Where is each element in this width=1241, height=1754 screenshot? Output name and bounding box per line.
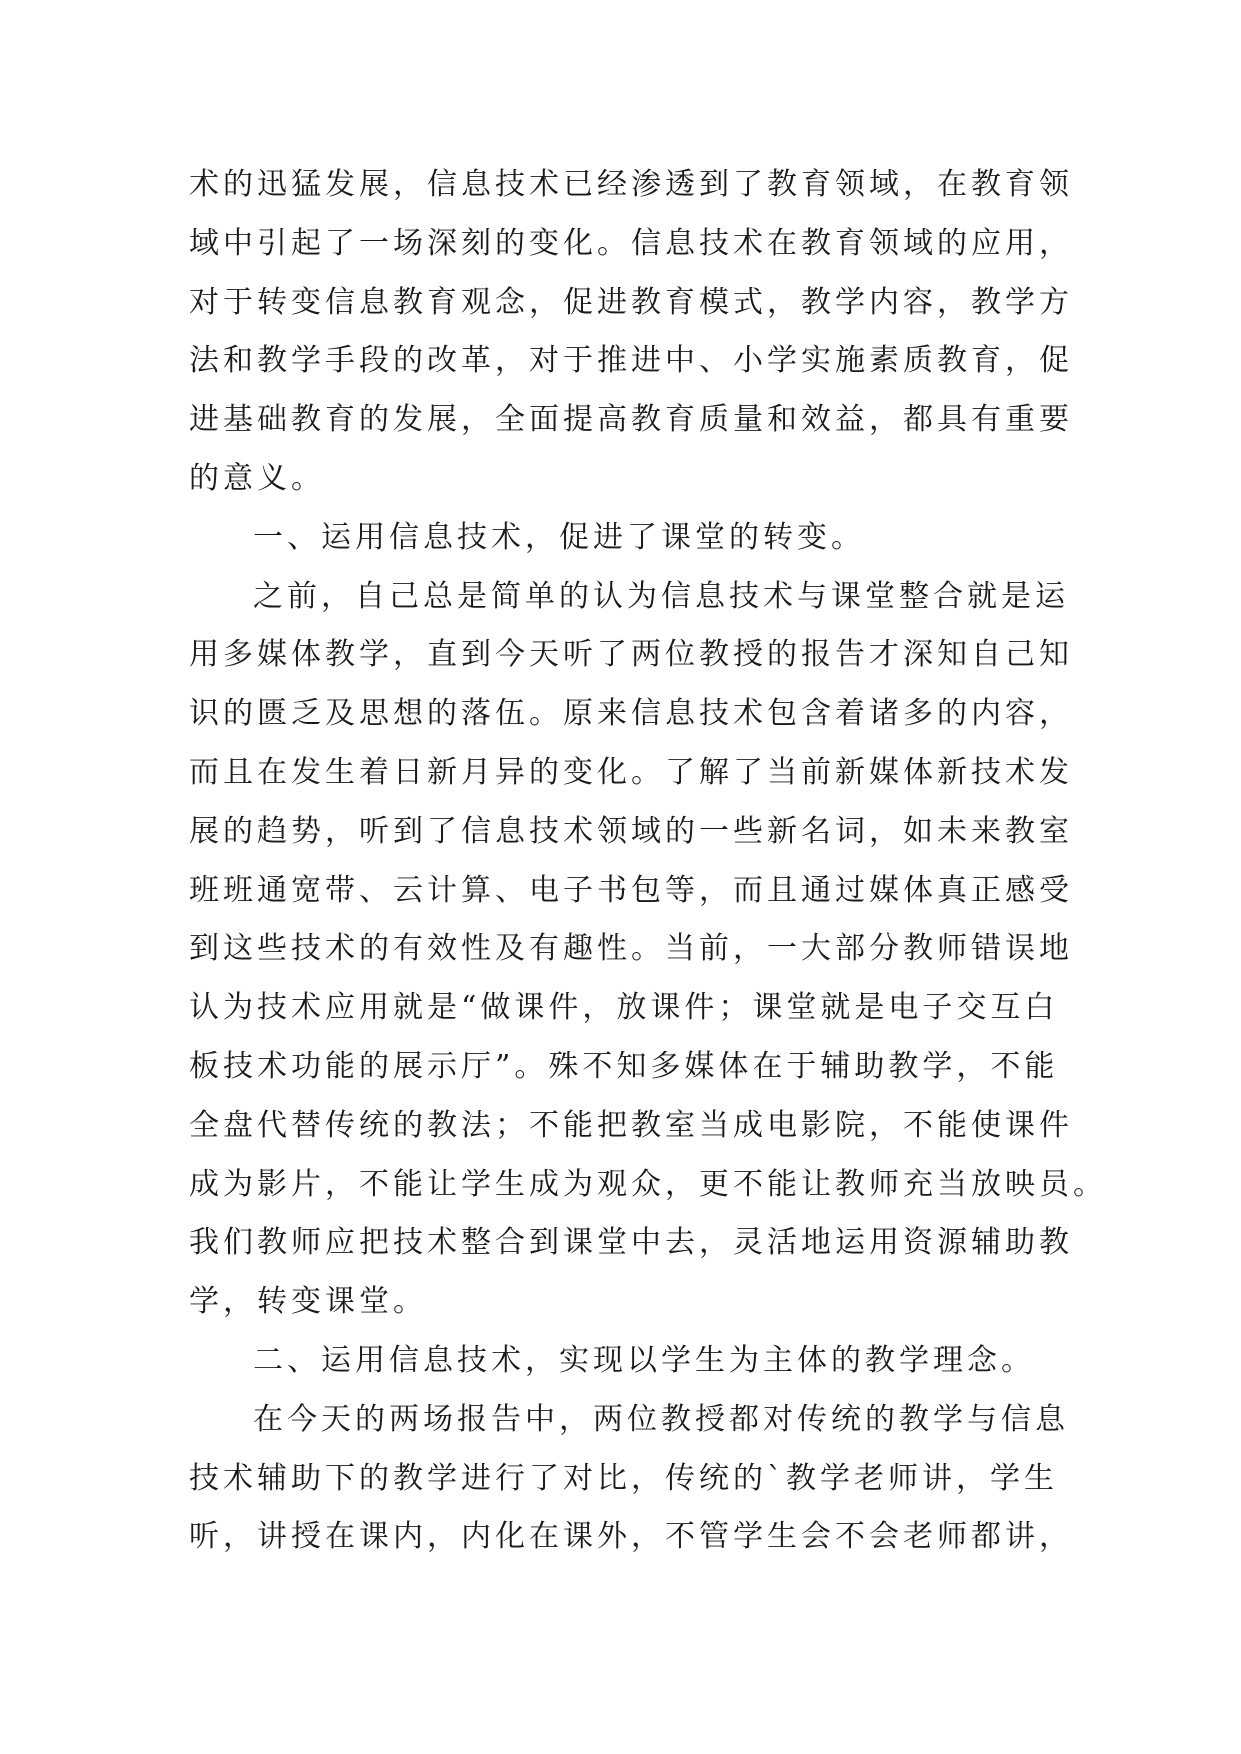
text-line: 到这些技术的有效性及有趣性。当前，一大部分教师错误地 [189, 931, 1073, 967]
section-heading-1: 一、运用信息技术，促进了课堂的转变。 [253, 519, 865, 555]
text-line: 域中引起了一场深刻的变化。信息技术在教育领域的应用， [189, 225, 1073, 261]
text-line: 法和教学手段的改革，对于推进中、小学实施素质教育，促 [189, 343, 1073, 379]
text-line: 的意义。 [189, 460, 325, 496]
text-line: 认为技术应用就是“做课件，放课件；课堂就是电子交互白 [189, 990, 1059, 1026]
body-text [189, 156, 1107, 1567]
text-line: 全盘代替传统的教法；不能把教室当成电影院，不能使课件 [189, 1107, 1073, 1143]
text-line: 术的迅猛发展，信息技术已经渗透到了教育领域，在教育领 [189, 167, 1073, 202]
text-line: 对于转变信息教育观念，促进教育模式，教学内容，教学方 [189, 284, 1073, 320]
text-line: 识的匮乏及思想的落伍。原来信息技术包含着诸多的内容， [189, 696, 1073, 732]
text-line: 听，讲授在课内，内化在课外，不管学生会不会老师都讲， [189, 1519, 1073, 1555]
text-line: 成为影片，不能让学生成为观众，更不能让教师充当放映员。 [189, 1166, 1107, 1202]
text-line: 用多媒体教学，直到今天听了两位教授的报告才深知自己知 [189, 637, 1073, 673]
text-line: 技术辅助下的教学进行了对比，传统的`教学老师讲，学生 [189, 1460, 1058, 1496]
text-line: 而且在发生着日新月异的变化。了解了当前新媒体新技术发 [189, 754, 1073, 790]
text-line: 进基础教育的发展，全面提高教育质量和效益，都具有重要 [189, 402, 1073, 438]
text-line: 我们教师应把技术整合到课堂中去，灵活地运用资源辅助教 [189, 1225, 1073, 1261]
text-line: 展的趋势，听到了信息技术领域的一些新名词，如未来教室 [189, 813, 1073, 849]
text-line: 板技术功能的展示厅”。殊不知多媒体在于辅助教学，不能 [189, 1048, 1059, 1084]
text-line: 班班通宽带、云计算、电子书包等，而且通过媒体真正感受 [189, 872, 1073, 908]
text-line: 学，转变课堂。 [189, 1284, 427, 1320]
paragraph-start: 在今天的两场报告中，两位教授都对传统的教学与信息 [253, 1401, 1069, 1437]
paragraph-start: 之前，自己总是简单的认为信息技术与课堂整合就是运 [253, 578, 1069, 614]
section-heading-2: 二、运用信息技术，实现以学生为主体的教学理念。 [253, 1342, 1035, 1378]
